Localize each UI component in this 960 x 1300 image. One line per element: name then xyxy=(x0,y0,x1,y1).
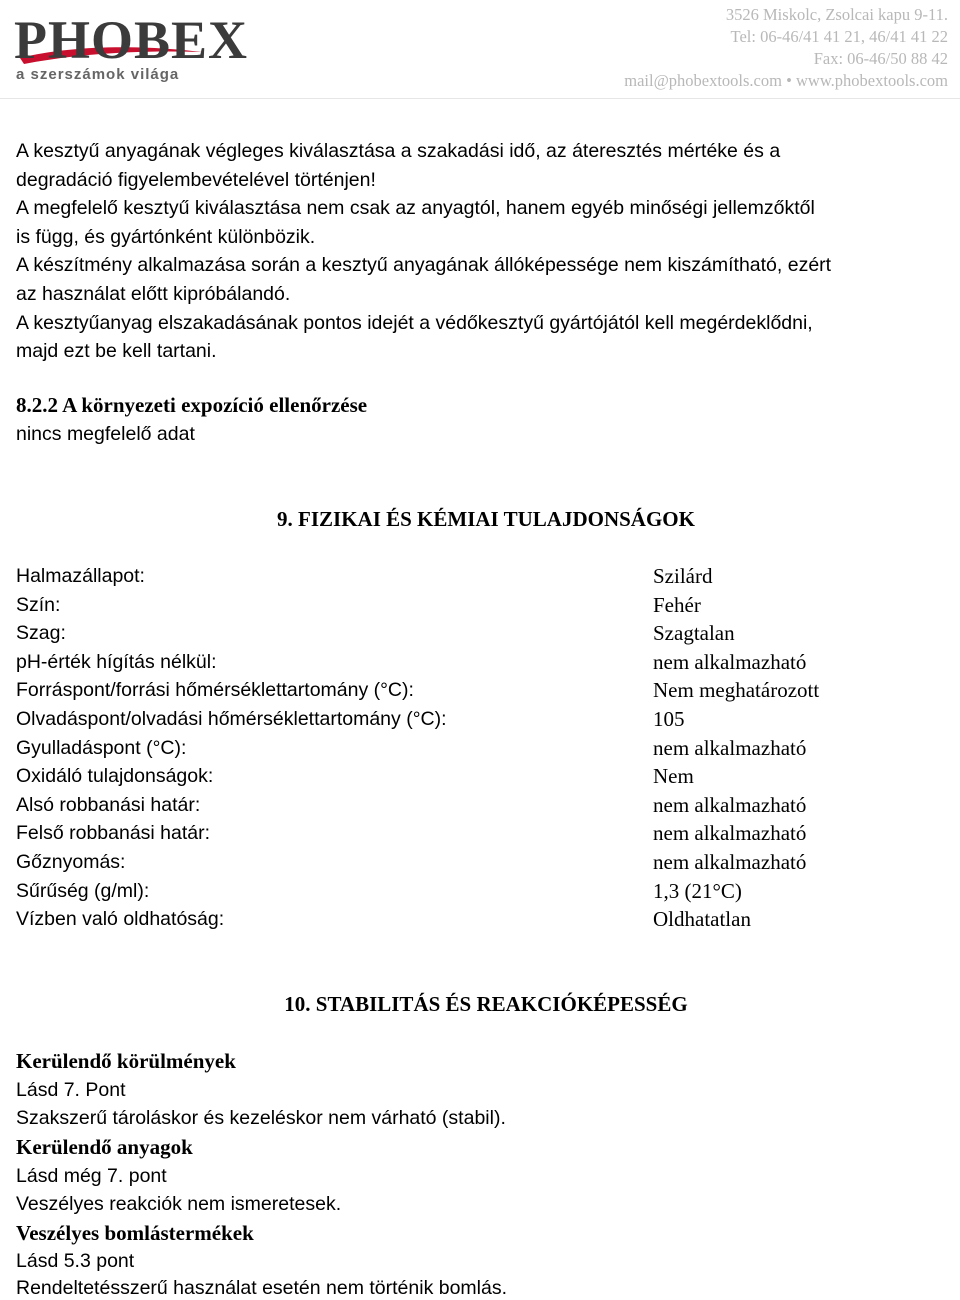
property-value: Fehér xyxy=(653,593,701,617)
property-label: Vízben való oldhatóság: xyxy=(16,908,225,930)
property-value: nem alkalmazható xyxy=(653,821,807,845)
contact-phone: Tel: 06-46/41 41 21, 46/41 41 22 xyxy=(730,27,948,46)
stability-text: Szakszerű tároláskor és kezeléskor nem várható (stabil). xyxy=(16,1107,506,1129)
section-10-heading: 10. STABILITÁS ÉS REAKCIÓKÉPESSÉG xyxy=(284,992,688,1016)
property-value: Nem meghatározott xyxy=(653,678,820,702)
gloves-line: degradáció figyelembevételével történjen! xyxy=(16,169,376,191)
property-label: Olvadáspont/olvadási hőmérséklettartomány (°C): xyxy=(16,708,447,730)
property-value: Nem xyxy=(653,764,694,788)
company-logo xyxy=(14,6,249,88)
logo-tagline: a szerszámok világa xyxy=(16,66,180,83)
property-label: pH-érték hígítás nélkül: xyxy=(16,651,217,673)
stability-text: Veszélyes reakciók nem ismeretesek. xyxy=(16,1193,342,1215)
property-value: Szagtalan xyxy=(653,621,735,645)
gloves-line: A kesztyű anyagának végleges kiválasztása a szakadási idő, az áteresztés mértéke és a xyxy=(16,140,781,162)
gloves-line: A megfelelő kesztyű kiválasztása nem csak az anyagtól, hanem egyéb minőségi jellemzőktől xyxy=(16,197,815,219)
property-label: Gőznyomás: xyxy=(16,851,126,873)
page-header xyxy=(0,0,960,100)
gloves-line: A készítmény alkalmazása során a kesztyű anyagának állóképessége nem kiszámítható, ezért xyxy=(16,254,832,276)
property-label: Forráspont/forrási hőmérséklettartomány (°C): xyxy=(16,679,414,701)
property-value: nem alkalmazható xyxy=(653,793,807,817)
property-value: nem alkalmazható xyxy=(653,850,807,874)
stability-text: Lásd 7. Pont xyxy=(16,1079,126,1101)
gloves-line: majd ezt be kell tartani. xyxy=(16,340,217,362)
property-label: Sűrűség (g/ml): xyxy=(16,880,150,902)
stability-text: Lásd még 7. pont xyxy=(16,1165,167,1187)
gloves-line: is függ, és gyártónként különbözik. xyxy=(16,226,316,248)
property-value: Oldhatatlan xyxy=(653,907,751,931)
property-label: Szag: xyxy=(16,622,66,644)
property-value: nem alkalmazható xyxy=(653,650,807,674)
property-label: Gyulladáspont (°C): xyxy=(16,737,187,759)
property-label: Oxidáló tulajdonságok: xyxy=(16,765,214,787)
property-label: Szín: xyxy=(16,594,61,616)
stability-text: Lásd 5.3 pont xyxy=(16,1250,135,1272)
property-value: nem alkalmazható xyxy=(653,736,807,760)
stability-text: Rendeltetésszerű használat esetén nem történik bomlás. xyxy=(16,1277,508,1299)
property-label: Alsó robbanási határ: xyxy=(16,794,201,816)
gloves-line: A kesztyűanyag elszakadásának pontos idejét a védőkesztyű gyártójától kell megérdeklődni, xyxy=(16,312,813,334)
subheading-decomposition: Veszélyes bomlástermékek xyxy=(16,1221,254,1245)
contact-address: 3526 Miskolc, Zsolcai kapu 9-11. xyxy=(725,5,948,24)
contact-fax: Fax: 06-46/50 88 42 xyxy=(813,49,948,68)
contact-block xyxy=(624,4,948,92)
property-value: 1,3 (21°C) xyxy=(653,879,742,903)
subheading-materials: Kerülendő anyagok xyxy=(16,1135,193,1159)
property-label: Halmazállapot: xyxy=(16,565,145,587)
gloves-line: az használat előtt kipróbálandó. xyxy=(16,283,291,305)
subheading-conditions: Kerülendő körülmények xyxy=(16,1049,236,1073)
property-value: Szilárd xyxy=(653,564,713,588)
env-exposure-text: nincs megfelelő adat xyxy=(16,423,195,445)
contact-web: mail@phobextools.com • www.phobextools.com xyxy=(624,71,948,90)
logo-wordmark: PHOBEX xyxy=(14,10,249,70)
property-value: 105 xyxy=(653,707,685,731)
header-divider xyxy=(0,98,960,99)
section-9-heading: 9. FIZIKAI ÉS KÉMIAI TULAJDONSÁGOK xyxy=(277,507,695,531)
property-label: Felső robbanási határ: xyxy=(16,822,211,844)
env-exposure-heading: 8.2.2 A környezeti expozíció ellenőrzése xyxy=(16,393,368,417)
